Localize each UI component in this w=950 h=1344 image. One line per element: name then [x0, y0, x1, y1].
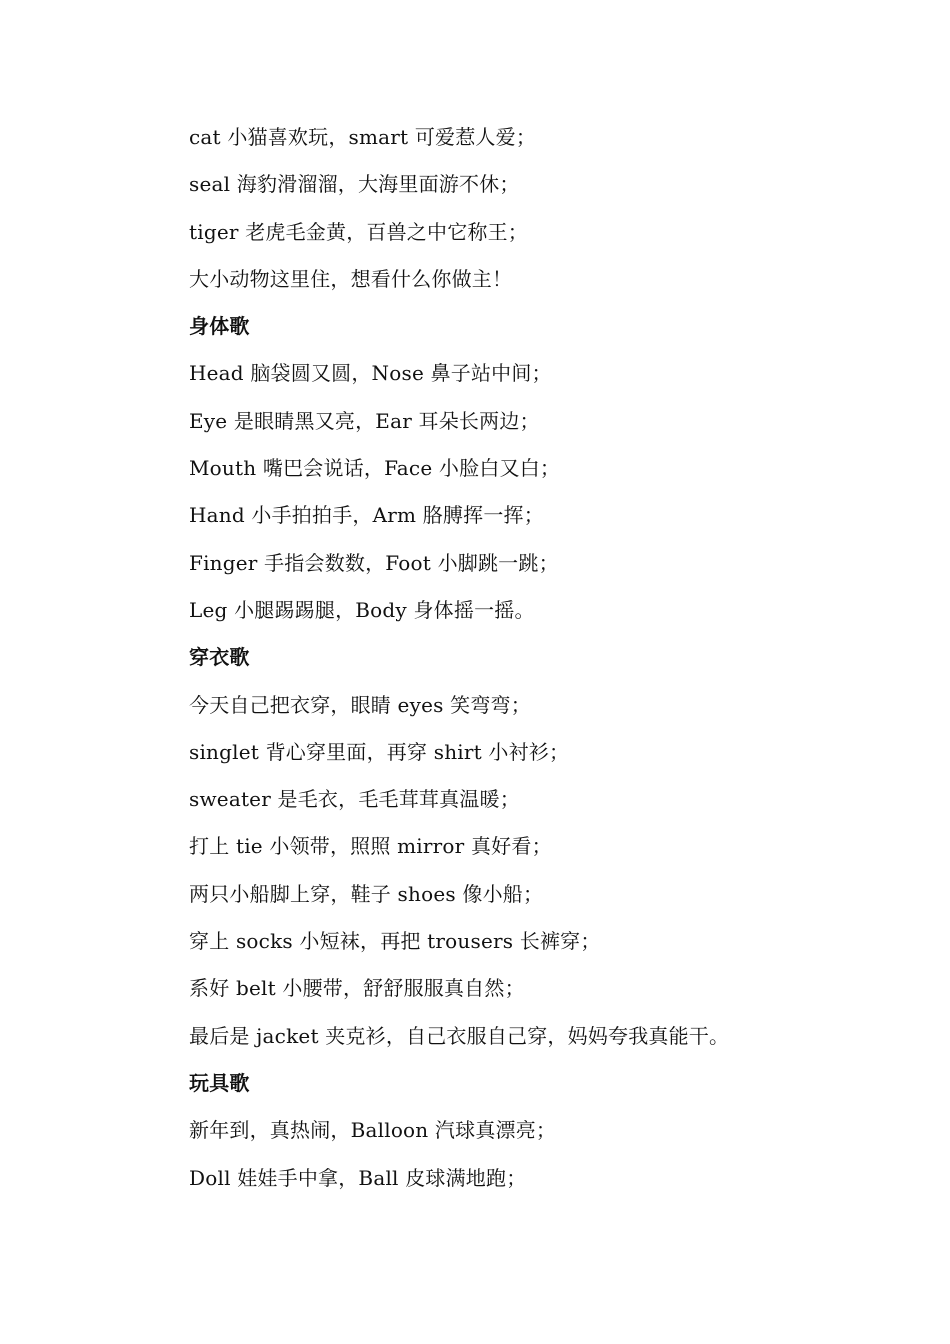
text-line: cat 小猫喜欢玩，smart 可爱惹人爱； — [189, 125, 537, 149]
text-line: Leg 小腿踢踢腿，Body 身体摇一摇。 — [189, 597, 535, 622]
text-line: Head 脑袋圆又圆，Nose 鼻子站中间； — [189, 361, 552, 386]
text-line: seal 海豹滑溜溜，大海里面游不休； — [189, 172, 520, 197]
text-line: Finger 手指会数数，Foot 小脚跳一跳； — [189, 550, 559, 575]
text-line: 穿上 socks 小短袜，再把 trousers 长裤穿； — [189, 929, 601, 954]
text-line: 大小动物这里住，想看什么你做主！ — [189, 266, 513, 291]
text-line: tiger 老虎毛金黄，百兽之中它称王； — [189, 219, 528, 244]
text-line: 最后是 jacket 夹克衫，自己衣服自己穿，妈妈夸我真能干。 — [189, 1023, 730, 1048]
document-page — [189, 114, 909, 1202]
text-line: singlet 背心穿里面，再穿 shirt 小衬衫； — [189, 739, 570, 764]
text-line: 系好 belt 小腰带，舒舒服服真自然； — [189, 976, 525, 1001]
section-heading: 身体歌 — [189, 314, 250, 339]
text-line: Mouth 嘴巴会说话，Face 小脸白又白； — [189, 456, 561, 481]
text-line: 打上 tie 小领带，照照 mirror 真好看； — [189, 834, 552, 859]
text-line: 新年到，真热闹，Balloon 汽球真漂亮； — [189, 1118, 557, 1143]
text-line: Hand 小手拍拍手，Arm 胳膊挥一挥； — [189, 503, 544, 528]
text-line: 两只小船脚上穿，鞋子 shoes 像小船； — [189, 881, 544, 906]
text-line: Eye 是眼睛黑又亮，Ear 耳朵长两边； — [189, 408, 540, 433]
text-line: sweater 是毛衣，毛毛茸茸真温暖； — [189, 787, 520, 812]
text-line: 今天自己把衣穿，眼睛 eyes 笑弯弯； — [189, 692, 531, 717]
section-heading: 穿衣歌 — [189, 645, 250, 670]
section-heading: 玩具歌 — [189, 1070, 250, 1095]
text-line: Doll 娃娃手中拿，Ball 皮球满地跑； — [189, 1165, 527, 1190]
